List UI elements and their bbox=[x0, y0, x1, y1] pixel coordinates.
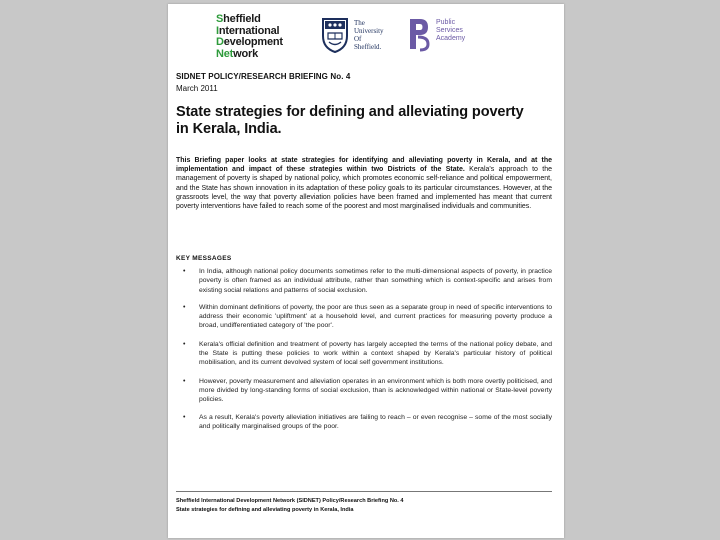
key-message-item bbox=[176, 303, 552, 331]
sidnet-logo-line: International bbox=[216, 24, 280, 37]
key-message-text: As a result, Kerala's poverty alleviation initiatives are failing to reach – or even recognise – some of the most socially and politically marginalised groups of the poor. bbox=[199, 413, 552, 430]
bullet-icon: • bbox=[183, 268, 186, 275]
footer-divider bbox=[176, 491, 552, 492]
university-of-sheffield-logo bbox=[320, 16, 410, 60]
sidnet-logo-line: Network bbox=[216, 47, 258, 60]
intro-paragraph bbox=[176, 156, 552, 211]
public-services-academy-logo bbox=[406, 16, 506, 60]
key-messages-heading: KEY MESSAGES bbox=[176, 255, 232, 262]
briefing-date: March 2011 bbox=[176, 84, 218, 93]
key-message-text: In India, although national policy documents sometimes refer to the multi-dimensional aspects of poverty, in practice poverty is often framed as an individual attribute, rather than something which is context-specific and arises from existing social relations and patterns of social exclusion. bbox=[199, 268, 552, 294]
bullet-icon: • bbox=[183, 413, 186, 421]
intro-lead: This Briefing paper looks at state strategies for identifying and alleviating poverty in Kerala, and at the implementation and impact of these strategies within two Districts of the State. bbox=[176, 157, 552, 174]
key-message-item bbox=[176, 377, 552, 405]
document-page bbox=[168, 4, 564, 538]
key-message-item bbox=[176, 267, 552, 295]
bullet-icon: • bbox=[183, 377, 186, 385]
briefing-number: SIDNET POLICY/RESEARCH BRIEFING No. 4 bbox=[176, 72, 351, 81]
logo-bar bbox=[216, 14, 516, 64]
key-message-item bbox=[176, 413, 552, 432]
footer-network-line: Sheffield International Development Network (SIDNET) Policy/Research Briefing No. 4 bbox=[176, 498, 404, 504]
sidnet-logo-line: Development bbox=[216, 36, 283, 48]
bullet-icon: • bbox=[183, 303, 186, 311]
psa-wordmark: Public Services Academy bbox=[436, 19, 466, 42]
intro-body: Kerala's approach to the management of poverty is shaped by national policy, which promotes economic self-reliance and political empowerment, and the State has shown innovation in its adaptation of these policy goals to its particular circumstances. However, at the grassroots level, the way that poverty alleviation policies have been framed and implemented has meant that current poverty interventions have failed to reach some of the poorest and most marginalised individuals and communities. bbox=[176, 166, 552, 211]
key-message-text: Kerala's official definition and treatment of poverty has largely accepted the terms of the national policy debate, and the State is putting these policies to work within a context shaped by Kerala's particular history of political mobilisation, and its current devolved system of local self government institutions. bbox=[199, 340, 552, 367]
key-message-text: Within dominant definitions of poverty, the poor are thus seen as a separate group in need of specific interventions to address their economic 'upliftment' at a household level, and current practices for measuring poverty produce a broad, undifferentiated category of 'the poor'. bbox=[199, 303, 552, 330]
key-messages-list bbox=[176, 267, 552, 431]
key-message-item bbox=[176, 340, 552, 368]
university-wordmark: The University Of Sheffield. bbox=[354, 19, 384, 51]
footer-title-line: State strategies for defining and alleviating poverty in Kerala, India bbox=[176, 507, 354, 513]
university-crest-icon bbox=[320, 16, 350, 54]
key-message-text: However, poverty measurement and alleviation operates in an environment which is both more overtly politicised, and more divided by long-standing forms of social exclusion, than is acknowledged within national or State-level poverty policies. bbox=[199, 377, 552, 404]
sidnet-logo bbox=[216, 14, 302, 62]
bullet-icon: • bbox=[183, 340, 186, 348]
sidnet-logo-line: Sheffield bbox=[216, 13, 261, 25]
document-title: State strategies for defining and alleviating poverty in Kerala, India. bbox=[176, 104, 524, 137]
psa-mark-icon bbox=[406, 16, 432, 52]
